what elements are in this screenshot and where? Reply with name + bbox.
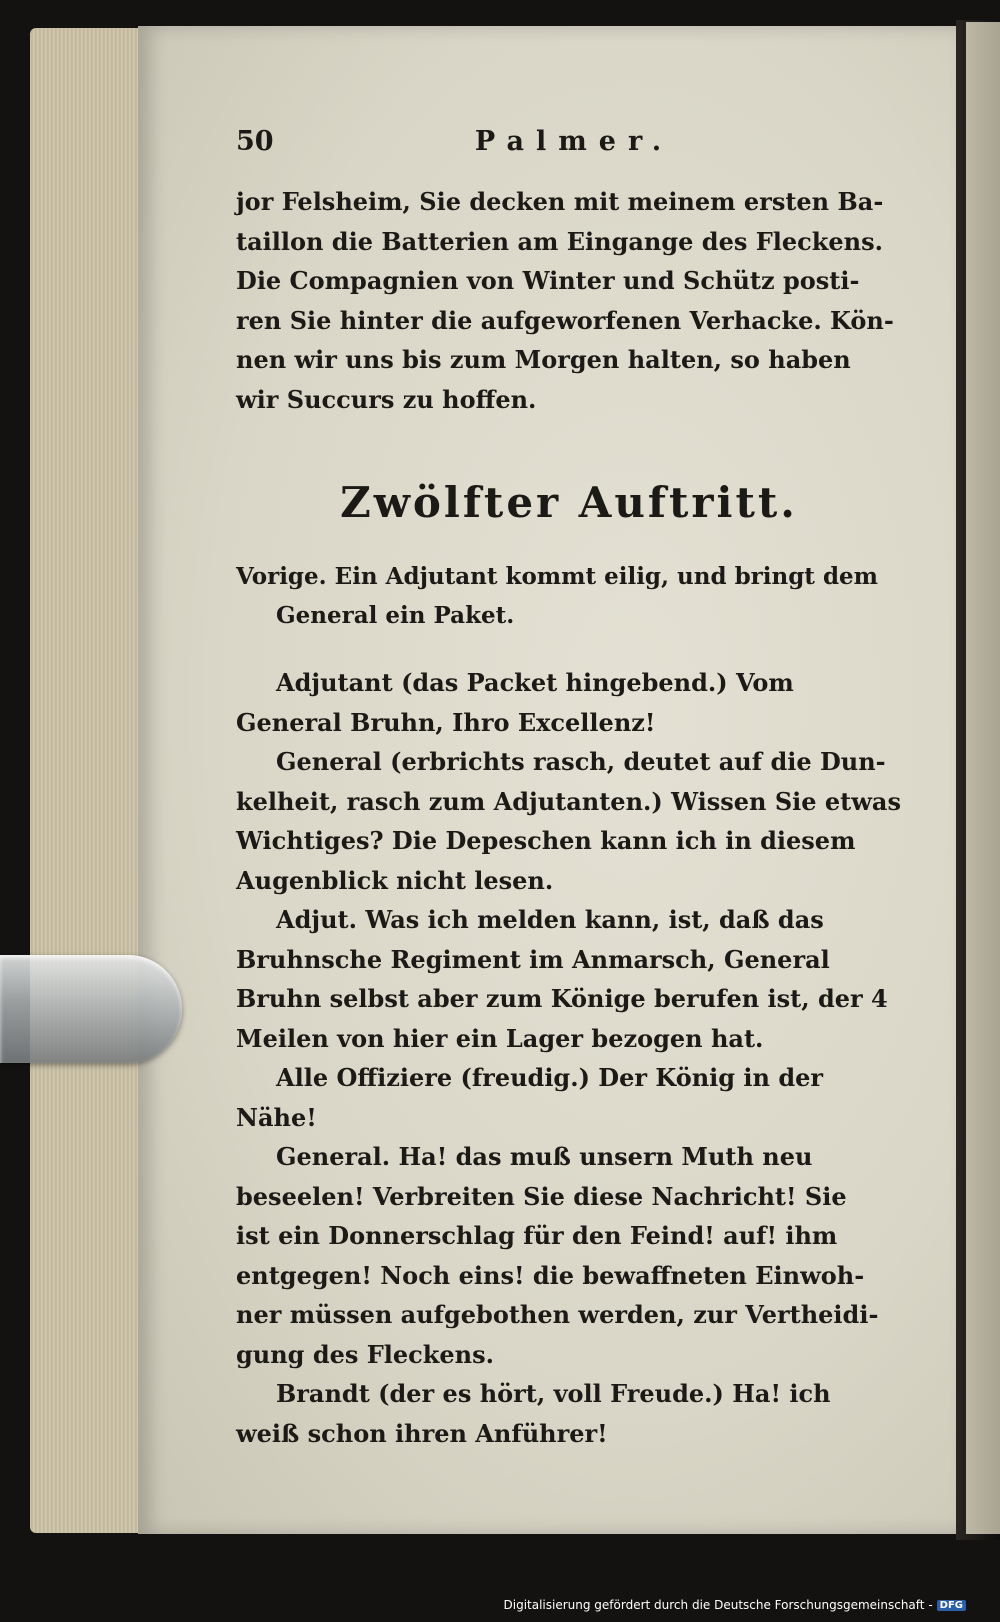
text-line: General Bruhn, Ihro Excellenz! [236, 707, 656, 737]
text-line: ner müssen aufgebothen werden, zur Vertheidi- [236, 1300, 879, 1329]
text-line: Brandt (der es hört, voll Freude.) Ha! ich [276, 1379, 831, 1408]
text-line: nen wir uns bis zum Morgen halten, so haben [236, 345, 851, 374]
dialogue-paragraph [236, 1374, 902, 1453]
page-number: 50 [236, 126, 274, 157]
scene-title: Zwölfter Auftritt. [340, 478, 798, 527]
page-edges [30, 28, 140, 1533]
text-line: General. Ha! das muß unsern Muth neu [276, 1142, 813, 1171]
dialogue-paragraph [236, 900, 902, 1058]
text-line: General (erbrichts rasch, deutet auf die Dun- [276, 747, 886, 776]
text-line: entgegen! Noch eins! die bewaffneten Einwoh- [236, 1260, 865, 1290]
facing-page-edge [966, 22, 1000, 1534]
footer-text: Digitalisierung gefördert durch die Deutsche Forschungsgemeinschaft - [503, 1598, 933, 1612]
dialogue-paragraph [236, 1137, 902, 1374]
body-paragraph [236, 182, 902, 419]
text-line: Augenblick nicht lesen. [236, 865, 554, 895]
running-head: Palmer. [474, 126, 674, 157]
text-line: beseelen! Verbreiten Sie diese Nachricht! Sie [236, 1181, 847, 1211]
text-line: Adjut. Was ich melden kann, ist, daß das [276, 905, 824, 934]
text-line: jor Felsheim, Sie decken mit meinem ersten Ba- [236, 187, 884, 216]
text-line: ist ein Donnerschlag für den Feind! auf! ihm [236, 1221, 838, 1250]
page-text [236, 126, 902, 1453]
dialogue-block [236, 663, 902, 1453]
dialogue-paragraph [236, 742, 902, 900]
stage-direction [236, 557, 902, 635]
text-line: Nähe! [236, 1102, 317, 1132]
text-line: ren Sie hinter die aufgeworfenen Verhacke. Kön- [236, 305, 894, 335]
text-line: Wichtiges? Die Depeschen kann ich in diesem [236, 826, 856, 855]
text-line: Bruhn selbst aber zum Könige berufen ist, der 4 [236, 984, 888, 1013]
text-line: gung des Fleckens. [236, 1339, 494, 1369]
text-line: Adjutant (das Packet hingebend.) Vom [276, 668, 794, 697]
text-line: Bruhnsche Regiment im Anmarsch, General [236, 944, 830, 974]
text-line: General ein Paket. [276, 602, 515, 629]
text-line: Vorige. Ein Adjutant kommt eilig, und bringt dem [236, 563, 878, 590]
dialogue-paragraph [236, 1058, 902, 1137]
text-line: wir Succurs zu hoffen. [236, 384, 537, 414]
text-line: kelheit, rasch zum Adjutanten.) Wissen Sie etwas [236, 786, 901, 816]
digitization-footer [504, 1598, 967, 1612]
text-line: Alle Offiziere (freudig.) Der König in der [276, 1063, 824, 1092]
text-line: Die Compagnien von Winter und Schütz posti- [236, 266, 860, 295]
text-line: taillon die Batterien am Eingange des Fleckens. [236, 226, 883, 256]
dfg-logo: DFG [937, 1600, 966, 1611]
text-line: weiß schon ihren Anführer! [236, 1418, 608, 1448]
page-clip [0, 955, 182, 1063]
dialogue-paragraph [236, 663, 902, 742]
text-line: Meilen von hier ein Lager bezogen hat. [236, 1023, 764, 1053]
page-header [236, 126, 902, 182]
